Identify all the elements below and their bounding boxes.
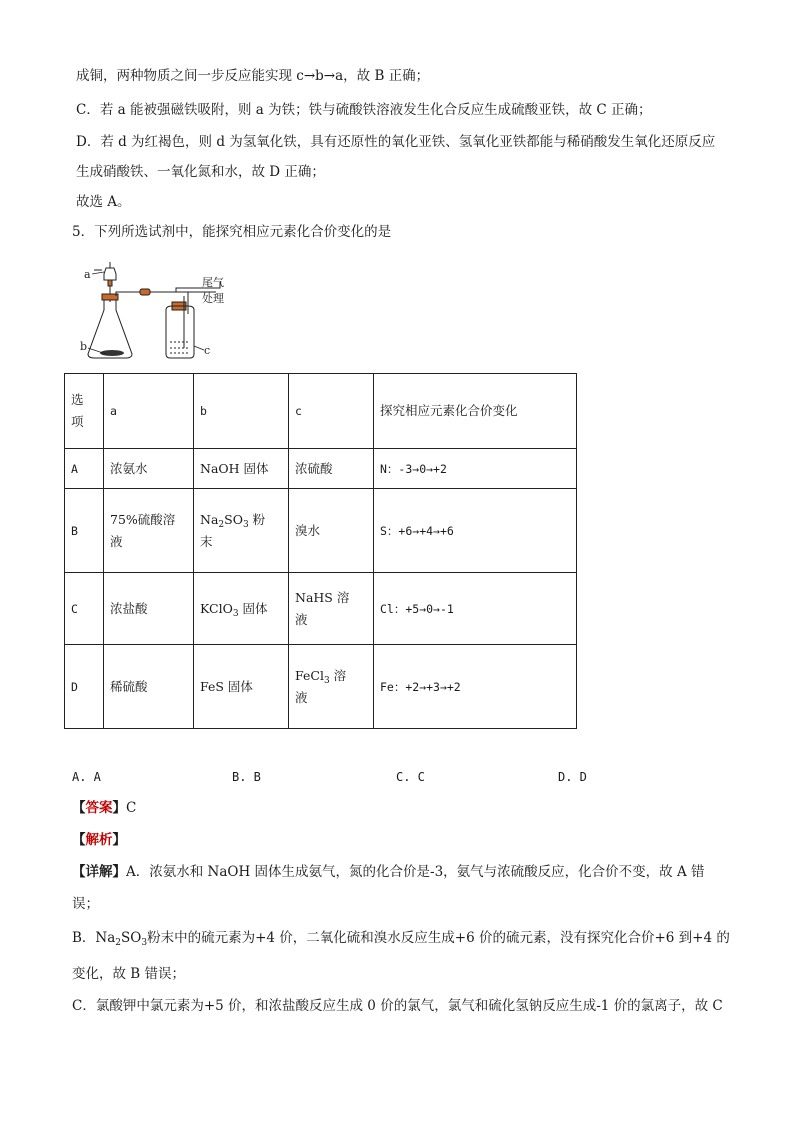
row-c-valence: Cl：+5→0→-1 xyxy=(374,573,577,645)
row-b-reagent-a-2: 液 xyxy=(110,533,123,549)
row-b-reagent-b xyxy=(194,489,289,573)
s: 3 xyxy=(323,675,330,686)
header-b: b xyxy=(194,374,289,449)
options-table xyxy=(64,373,577,729)
detail-line-2: 误； xyxy=(72,896,99,912)
apparatus-figure xyxy=(80,258,250,362)
row-d-reagent-c xyxy=(289,645,374,729)
detail-line-1 xyxy=(72,862,705,882)
choice-c[interactable]: C. C xyxy=(396,770,425,784)
detail-line-5: C．氯酸钾中氯元素为+5 价，和浓盐酸反应生成 0 价的氯气，氯气和硫化氢钠反应生成-1 价的氯离子，故 C xyxy=(72,998,723,1014)
row-d-formula xyxy=(295,665,367,687)
choice-b[interactable]: B. B xyxy=(232,770,261,784)
header-option-1: 选 xyxy=(71,392,84,407)
f: KClO xyxy=(200,600,233,616)
s: 2 xyxy=(218,519,225,530)
gas-bottle-icon xyxy=(166,296,194,358)
label-b: b xyxy=(80,340,88,353)
row-a-reagent-c: 浓硫酸 xyxy=(289,449,374,489)
row-c-reagent-b xyxy=(194,573,289,645)
row-c-reagent-c-1: NaHS 溶 xyxy=(295,589,350,605)
text-line-2: C．若 a 能被强磁铁吸附，则 a 为铁；铁与硫酸铁溶液发生化合反应生成硫酸亚铁，故 C 正确； xyxy=(76,102,652,118)
row-d-valence: Fe：+2→+3→+2 xyxy=(374,645,577,729)
question-5: 5．下列所选试剂中，能探究相应元素化合价变化的是 xyxy=(72,224,392,240)
choice-d[interactable]: D. D xyxy=(558,770,587,784)
table-header-row xyxy=(65,374,577,449)
row-a-reagent-a: 浓氨水 xyxy=(104,449,194,489)
text-line-3: D．若 d 为红褐色，则 d 为氢氧化铁，具有还原性的氧化亚铁、氢氧化亚铁都能与稀硝酸发生氧化还原反应 xyxy=(76,134,716,150)
analysis-label: 【解析】 xyxy=(72,832,126,848)
t: 粉 xyxy=(248,511,266,527)
row-b-valence: S：+6→+4→+6 xyxy=(374,489,577,573)
answer-label: 【答案】 xyxy=(72,800,126,816)
answer-line xyxy=(72,798,136,818)
label-a: a xyxy=(84,268,91,281)
row-b-reagent-a xyxy=(104,489,194,573)
row-a-option: A xyxy=(65,449,104,489)
header-a: a xyxy=(104,374,194,449)
row-b-option: B xyxy=(65,489,104,573)
table-row xyxy=(65,489,577,573)
tail-gas-line-2: 处理 xyxy=(202,292,224,305)
text-line-4: 生成硝酸铁、一氧化氮和水，故 D 正确； xyxy=(76,164,325,180)
row-d-option: D xyxy=(65,645,104,729)
table-row xyxy=(65,449,577,489)
analysis-line xyxy=(72,830,126,850)
answer-value: C xyxy=(126,800,137,816)
f: Na xyxy=(200,511,219,527)
t: 固体 xyxy=(238,600,268,616)
detail-line-4: 变化，故 B 错误； xyxy=(72,966,186,982)
text-line-1: 成铜，两种物质之间一步反应能实现 c→b→a，故 B 正确； xyxy=(76,68,430,84)
row-d-reagent-a: 稀硫酸 xyxy=(104,645,194,729)
s: 3 xyxy=(242,519,249,530)
row-b-reagent-b-2: 末 xyxy=(200,533,213,549)
row-c-reagent-c-2: 液 xyxy=(295,611,308,627)
s: 3 xyxy=(232,608,239,619)
detail-label: 【详解】 xyxy=(72,864,126,880)
row-d-reagent-c-2: 液 xyxy=(295,689,308,705)
f: FeCl xyxy=(295,667,324,683)
row-c-reagent-a: 浓盐酸 xyxy=(104,573,194,645)
table-row xyxy=(65,645,577,729)
row-b-reagent-c: 溴水 xyxy=(289,489,374,573)
row-b-reagent-a-1: 75%硫酸溶 xyxy=(110,511,176,527)
header-c: c xyxy=(289,374,374,449)
f: SO xyxy=(224,511,243,527)
header-valence: 探究相应元素化合价变化 xyxy=(374,374,577,449)
tail-gas-line-1: 尾气 xyxy=(202,276,224,289)
row-b-formula xyxy=(200,509,282,531)
row-c-option: C xyxy=(65,573,104,645)
row-a-reagent-b: NaOH 固体 xyxy=(194,449,289,489)
choice-a[interactable]: A. A xyxy=(72,770,101,784)
detail-line-3: B．$Na_2SO_3$粉末中的硫元素为+4 价，二氧化硫和溴水反应生成+6 价的硫元素，没有探究化合价+6 到+4 的 xyxy=(72,930,730,948)
header-option xyxy=(65,374,104,449)
row-a-valence: N：-3→0→+2 xyxy=(374,449,577,489)
row-c-reagent-c xyxy=(289,573,374,645)
conical-flask-icon xyxy=(88,294,132,358)
table-row xyxy=(65,573,577,645)
text-line-5: 故选 A。 xyxy=(76,194,131,210)
detail-a1: A．浓氨水和 NaOH 固体生成氨气，氮的化合价是-3，氨气与浓硫酸反应，化合价不变，故 A 错 xyxy=(126,864,705,880)
label-c: c xyxy=(204,344,211,357)
t: 溶 xyxy=(329,667,347,683)
header-option-2: 项 xyxy=(71,414,84,429)
row-d-reagent-b: FeS 固体 xyxy=(194,645,289,729)
